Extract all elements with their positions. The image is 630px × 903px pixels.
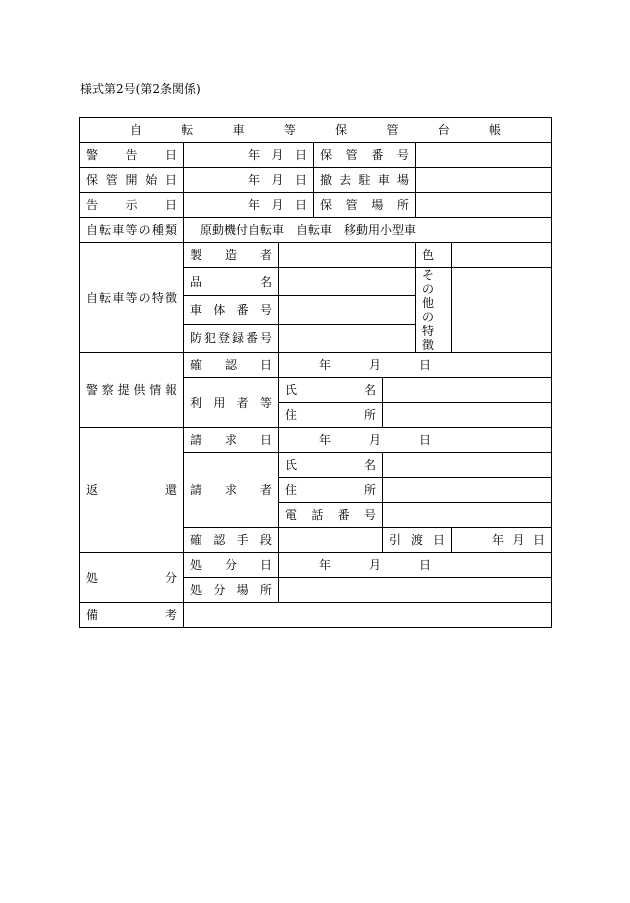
label-user-address: 住所 (279, 403, 383, 428)
row-manufacturer (80, 243, 552, 268)
label-features: 自転車等の特徴 (80, 243, 184, 353)
field-product-name[interactable] (279, 268, 416, 296)
label-disposal: 処分 (80, 553, 184, 603)
row-disposal-date (80, 553, 552, 578)
label-disposal-place: 処分場所 (184, 578, 279, 603)
field-user-name[interactable] (383, 378, 552, 403)
field-disposal-place[interactable] (279, 578, 552, 603)
field-notice-date[interactable]: 年月日 (184, 193, 314, 218)
label-other-features (416, 268, 452, 353)
label-other-features-line2: 特徴 (422, 324, 435, 352)
label-storage-number: 保管番号 (314, 143, 416, 168)
field-request-date[interactable]: 年月日 (279, 428, 552, 453)
row-remarks (80, 603, 552, 628)
field-requester-phone[interactable] (383, 503, 552, 528)
field-storage-start-date[interactable]: 年月日 (184, 168, 314, 193)
label-handover-date: 引渡日 (383, 528, 452, 553)
label-user: 利用者等 (184, 378, 279, 428)
label-user-name: 氏名 (279, 378, 383, 403)
label-police-confirm-date: 確認日 (184, 353, 279, 378)
label-vehicle-type: 自転車等の種類 (80, 218, 184, 243)
field-vehicle-type-options[interactable]: 原動機付自転車 自転車 移動用小型車 (184, 218, 552, 243)
label-request-date: 請求日 (184, 428, 279, 453)
field-requester-name[interactable] (383, 453, 552, 478)
label-storage-place: 保管場所 (314, 193, 416, 218)
label-requester-name: 氏名 (279, 453, 383, 478)
field-disposal-date[interactable]: 年月日 (279, 553, 552, 578)
row-notice (80, 193, 552, 218)
field-other-features[interactable] (452, 268, 552, 353)
label-confirm-method: 確認手段 (184, 528, 279, 553)
field-confirm-method[interactable] (279, 528, 383, 553)
title-row (80, 118, 552, 143)
field-warning-date[interactable]: 年月日 (184, 143, 314, 168)
label-manufacturer: 製造者 (184, 243, 279, 268)
field-storage-place[interactable] (416, 193, 552, 218)
row-storage-start (80, 168, 552, 193)
row-police-confirm (80, 353, 552, 378)
field-crime-reg-number[interactable] (279, 324, 416, 352)
field-handover-date[interactable]: 年月日 (452, 528, 552, 553)
label-notice-date: 告示日 (80, 193, 184, 218)
label-storage-start-date: 保管開始日 (80, 168, 184, 193)
field-requester-address[interactable] (383, 478, 552, 503)
label-body-number: 車体番号 (184, 296, 279, 324)
label-other-features-line1: その他の (422, 268, 435, 324)
field-remarks[interactable] (184, 603, 552, 628)
label-requester: 請求者 (184, 453, 279, 528)
label-return: 返還 (80, 428, 184, 553)
row-request-date (80, 428, 552, 453)
label-requester-address: 住所 (279, 478, 383, 503)
ledger-title: 自転車等保管台帳 (80, 118, 552, 143)
label-crime-reg-number: 防犯登録番号 (184, 324, 279, 352)
label-removal-parking: 撤去駐車場 (314, 168, 416, 193)
field-body-number[interactable] (279, 296, 416, 324)
label-product-name: 品名 (184, 268, 279, 296)
field-police-confirm-date[interactable]: 年月日 (279, 353, 552, 378)
field-color[interactable] (452, 243, 552, 268)
label-remarks: 備考 (80, 603, 184, 628)
label-color: 色 (416, 243, 452, 268)
label-police-info: 警察提供情報 (80, 353, 184, 428)
label-disposal-date: 処分日 (184, 553, 279, 578)
row-warning (80, 143, 552, 168)
field-removal-parking[interactable] (416, 168, 552, 193)
field-manufacturer[interactable] (279, 243, 416, 268)
row-vehicle-type (80, 218, 552, 243)
field-storage-number[interactable] (416, 143, 552, 168)
storage-ledger-table (79, 117, 552, 628)
label-requester-phone: 電話番号 (279, 503, 383, 528)
label-warning-date: 警告日 (80, 143, 184, 168)
field-user-address[interactable] (383, 403, 552, 428)
form-number: 様式第2号(第2条関係) (80, 82, 201, 96)
